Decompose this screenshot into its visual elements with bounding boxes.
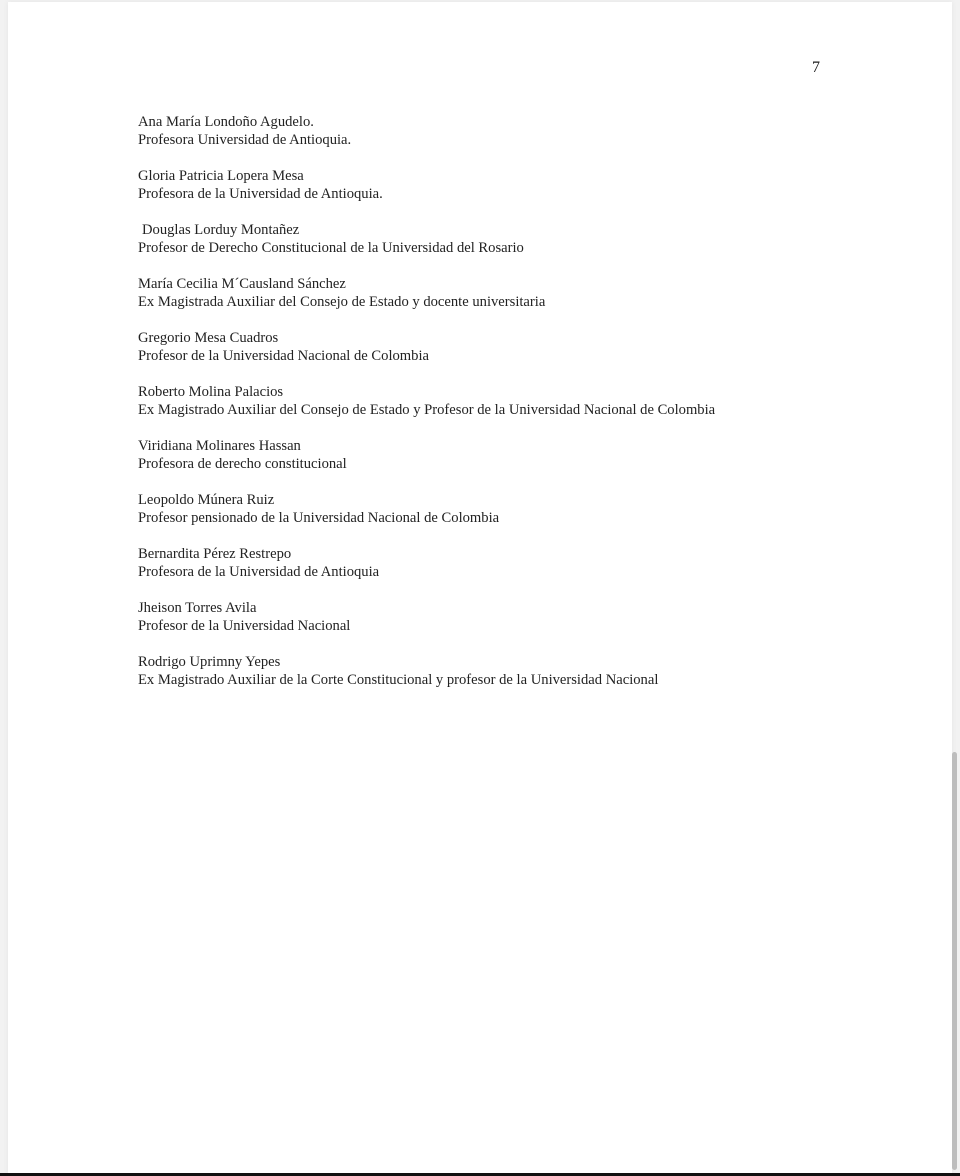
- vertical-scrollbar[interactable]: [950, 0, 960, 1176]
- signatory-role: Profesora de derecho constitucional: [138, 456, 347, 473]
- list-item: [138, 329, 918, 365]
- signatory-name: María Cecilia M´Causland Sánchez: [138, 276, 346, 292]
- signatory-name: Ana María Londoño Agudelo.: [138, 114, 314, 130]
- signatory-role: Profesora Universidad de Antioquia.: [138, 132, 352, 149]
- signatory-name: Roberto Molina Palacios: [138, 384, 284, 400]
- scrollbar-thumb[interactable]: [952, 752, 957, 1170]
- signatory-name: Douglas Lorduy Montañez: [142, 222, 300, 238]
- signatory-name: Gregorio Mesa Cuadros: [138, 330, 279, 346]
- page-number: 7: [812, 59, 820, 76]
- signatory-name: Leopoldo Múnera Ruiz: [138, 492, 275, 508]
- signatory-name: Jheison Torres Avila: [138, 600, 257, 616]
- document-page: [8, 2, 952, 1174]
- signatory-name: Rodrigo Uprimny Yepes: [138, 654, 281, 670]
- signatory-name: Bernardita Pérez Restrepo: [138, 546, 292, 562]
- signatory-role: Profesora de la Universidad de Antioquia: [138, 564, 380, 581]
- list-item: [138, 545, 918, 581]
- list-item: [138, 167, 918, 203]
- signatory-role: Ex Magistrada Auxiliar del Consejo de Estado y docente universitaria: [138, 294, 546, 311]
- signatory-name: Viridiana Molinares Hassan: [138, 438, 301, 454]
- signatory-role: Profesor pensionado de la Universidad Nacional de Colombia: [138, 510, 500, 527]
- list-item: [138, 653, 918, 689]
- signatory-role: Ex Magistrado Auxiliar de la Corte Constitucional y profesor de la Universidad Nacional: [138, 672, 659, 689]
- signatory-name: Gloria Patricia Lopera Mesa: [138, 168, 304, 184]
- signatory-role: Profesor de la Universidad Nacional: [138, 618, 351, 635]
- list-item: [138, 599, 918, 635]
- signatory-role: Profesor de Derecho Constitucional de la Universidad del Rosario: [138, 240, 524, 257]
- list-item: [138, 383, 918, 419]
- signatory-list: [138, 113, 918, 707]
- list-item: [138, 221, 918, 257]
- list-item: [138, 491, 918, 527]
- list-item: [138, 437, 918, 473]
- list-item: [138, 275, 918, 311]
- list-item: [138, 113, 918, 149]
- signatory-role: Ex Magistrado Auxiliar del Consejo de Estado y Profesor de la Universidad Nacional de Colombia: [138, 402, 716, 419]
- signatory-role: Profesora de la Universidad de Antioquia.: [138, 186, 383, 203]
- signatory-role: Profesor de la Universidad Nacional de Colombia: [138, 348, 429, 365]
